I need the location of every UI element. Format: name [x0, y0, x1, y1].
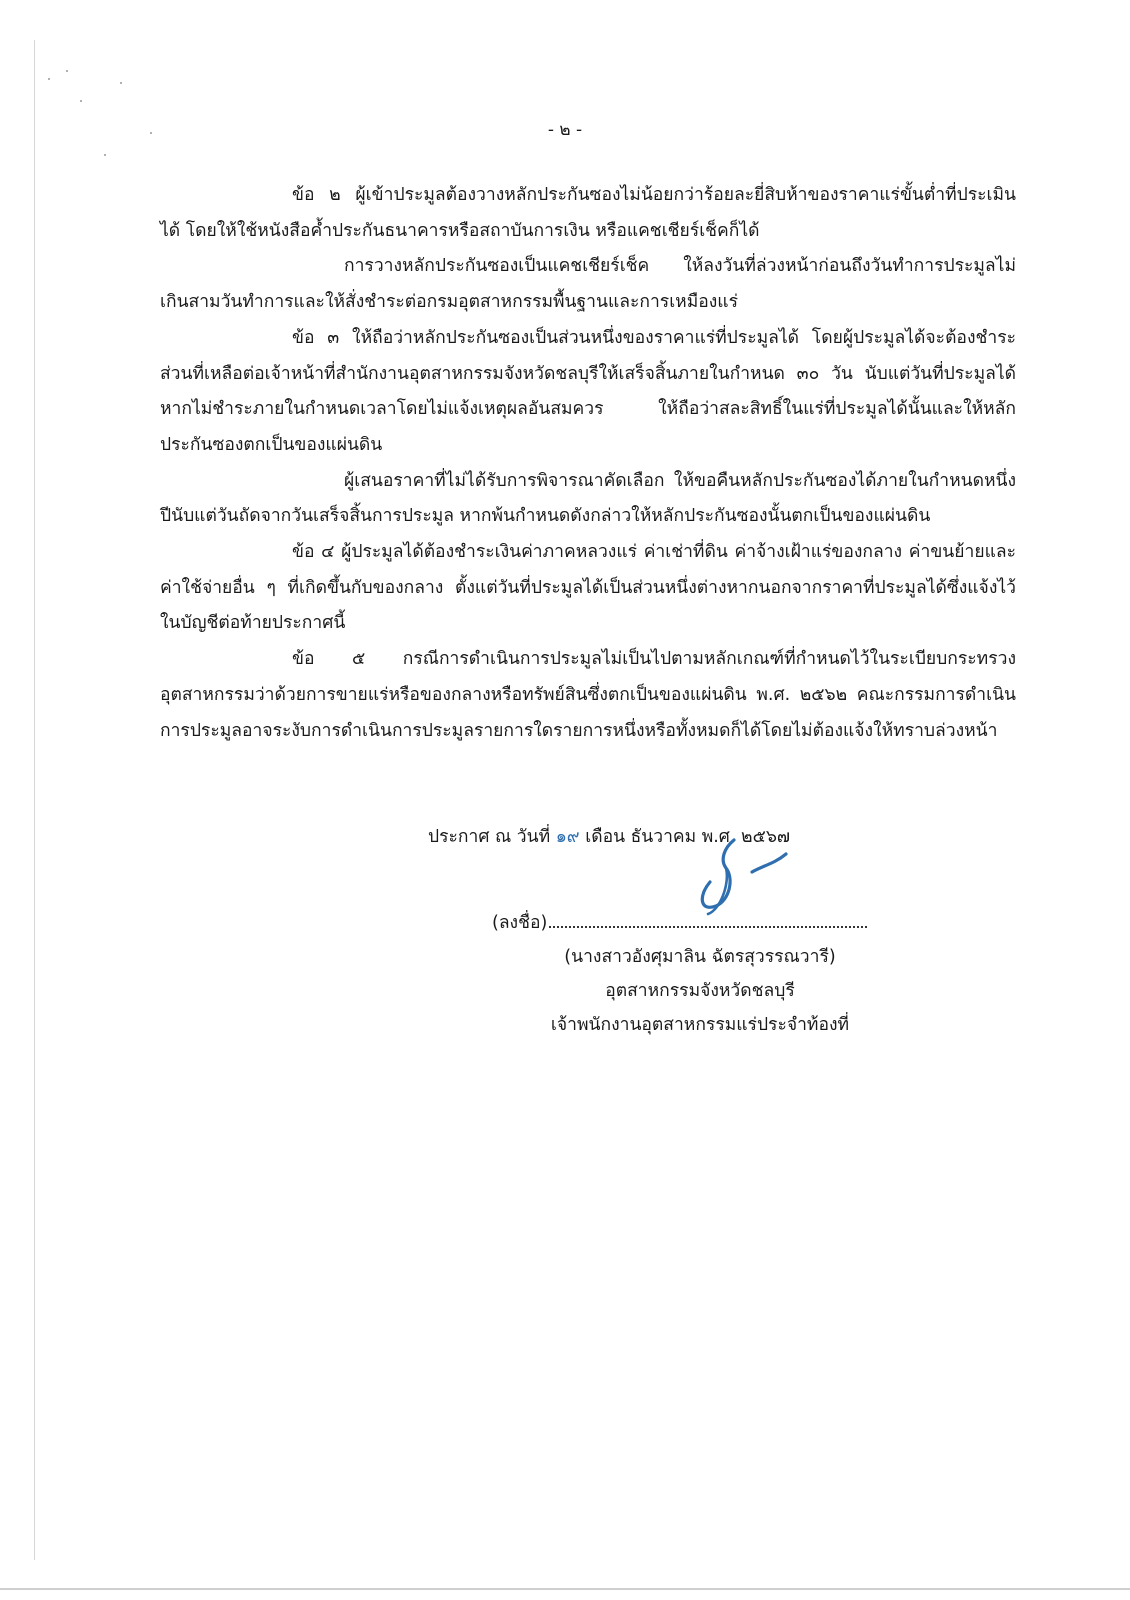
announcement-prefix: ประกาศ ณ วันที่	[428, 827, 551, 847]
scan-edge-line	[34, 40, 35, 1560]
signatory-name: (นางสาวอังศุมาลิน ฉัตรสุวรรณวารี)	[564, 947, 836, 967]
document-body	[160, 178, 1016, 749]
handwritten-signature	[690, 830, 810, 920]
signature-line	[492, 908, 867, 936]
signatory-block	[540, 940, 860, 1042]
bid-return-paragraph: ผู้เสนอราคาที่ไม่ได้รับการพิจารณาคัดเลือก ให้ขอคืนหลักประกันซองได้ภายในกำหนดหนึ่งปีนับแต่วันถัดจากวันเสร็จสิ้นการประมูล หากพ้นกำหนดดังกล่าวให้หลักประกันซองนั้นตกเป็นของแผ่นดิน	[160, 470, 1016, 527]
clause-4-paragraph: ข้อ ๔ ผู้ประมูลได้ต้องชำระเงินค่าภาคหลวงแร่ ค่าเช่าที่ดิน ค่าจ้างเฝ้าแร่ของกลาง ค่าขนย้ายและค่าใช้จ่ายอื่น ๆ ที่เกิดขึ้นกับของกลาง ตั้งแต่วันที่ประมูลได้เป็นส่วนหนึ่งต่างหากนอกจากราคาที่ประมูลได้ซึ่งแจ้งไว้ในบัญชีต่อท้ายประกาศนี้	[160, 542, 1016, 634]
cashier-cheque-paragraph: การวางหลักประกันซองเป็นแคชเชียร์เช็ค ให้ลงวันที่ล่วงหน้าก่อนถึงวันทำการประมูลไม่เกินสามวันทำการและให้สั่งชำระต่อกรมอุตสาหกรรมพื้นฐานและการเหมืองแร่	[160, 256, 1016, 313]
scan-speck	[80, 100, 82, 102]
page-number: - ๒ -	[547, 120, 583, 140]
announcement-month-year: เดือน ธันวาคม พ.ศ. ๒๕๖๗	[585, 827, 791, 847]
signature-label: (ลงชื่อ)	[492, 913, 548, 933]
announcement-day: ๑๙	[555, 827, 580, 847]
scan-speck	[66, 70, 68, 72]
clause-5-paragraph: ข้อ ๕ กรณีการดำเนินการประมูลไม่เป็นไปตามหลักเกณฑ์ที่กำหนดไว้ในระเบียบกระทรวงอุตสาหกรรมว่าด้วยการขายแร่หรือของกลางหรือทรัพย์สินซึ่งตกเป็นของแผ่นดิน พ.ศ. ๒๕๖๒ คณะกรรมการดำเนินการประมูลอาจระงับการดำเนินการประมูลรายการใดรายการหนึ่งหรือทั้งหมดก็ได้โดยไม่ต้องแจ้งให้ทราบล่วงหน้า	[160, 649, 1016, 741]
scan-speck	[48, 78, 50, 80]
scan-speck	[104, 154, 106, 156]
signatory-position-2: เจ้าพนักงานอุตสาหกรรมแร่ประจำท้องที่	[550, 1015, 850, 1035]
signatory-position-1: อุตสาหกรรมจังหวัดชลบุรี	[605, 981, 795, 1001]
scan-bottom-edge	[0, 1588, 1130, 1590]
scan-speck	[120, 82, 122, 84]
clause-2-paragraph: ข้อ ๒ ผู้เข้าประมูลต้องวางหลักประกันซองไม่น้อยกว่าร้อยละยี่สิบห้าของราคาแร่ขั้นต่ำที่ประเมินได้ โดยให้ใช้หนังสือค้ำประกันธนาคารหรือสถาบันการเงิน หรือแคชเชียร์เช็คก็ได้	[160, 185, 1016, 241]
clause-3-paragraph: ข้อ ๓ ให้ถือว่าหลักประกันซองเป็นส่วนหนึ่งของราคาแร่ที่ประมูลได้ โดยผู้ประมูลได้จะต้องชำระส่วนที่เหลือต่อเจ้าหน้าที่สำนักงานอุตสาหกรรมจังหวัดชลบุรีให้เสร็จสิ้นภายในกำหนด ๓๐ วัน นับแต่วันที่ประมูลได้ หากไม่ชำระภายในกำหนดเวลาโดยไม่แจ้งเหตุผลอันสมควร ให้ถือว่าสละสิทธิ์ในแร่ที่ประมูลได้นั้นและให้หลักประกันซองตกเป็นของแผ่นดิน	[160, 327, 1016, 455]
signature-dotted-line	[549, 912, 867, 928]
